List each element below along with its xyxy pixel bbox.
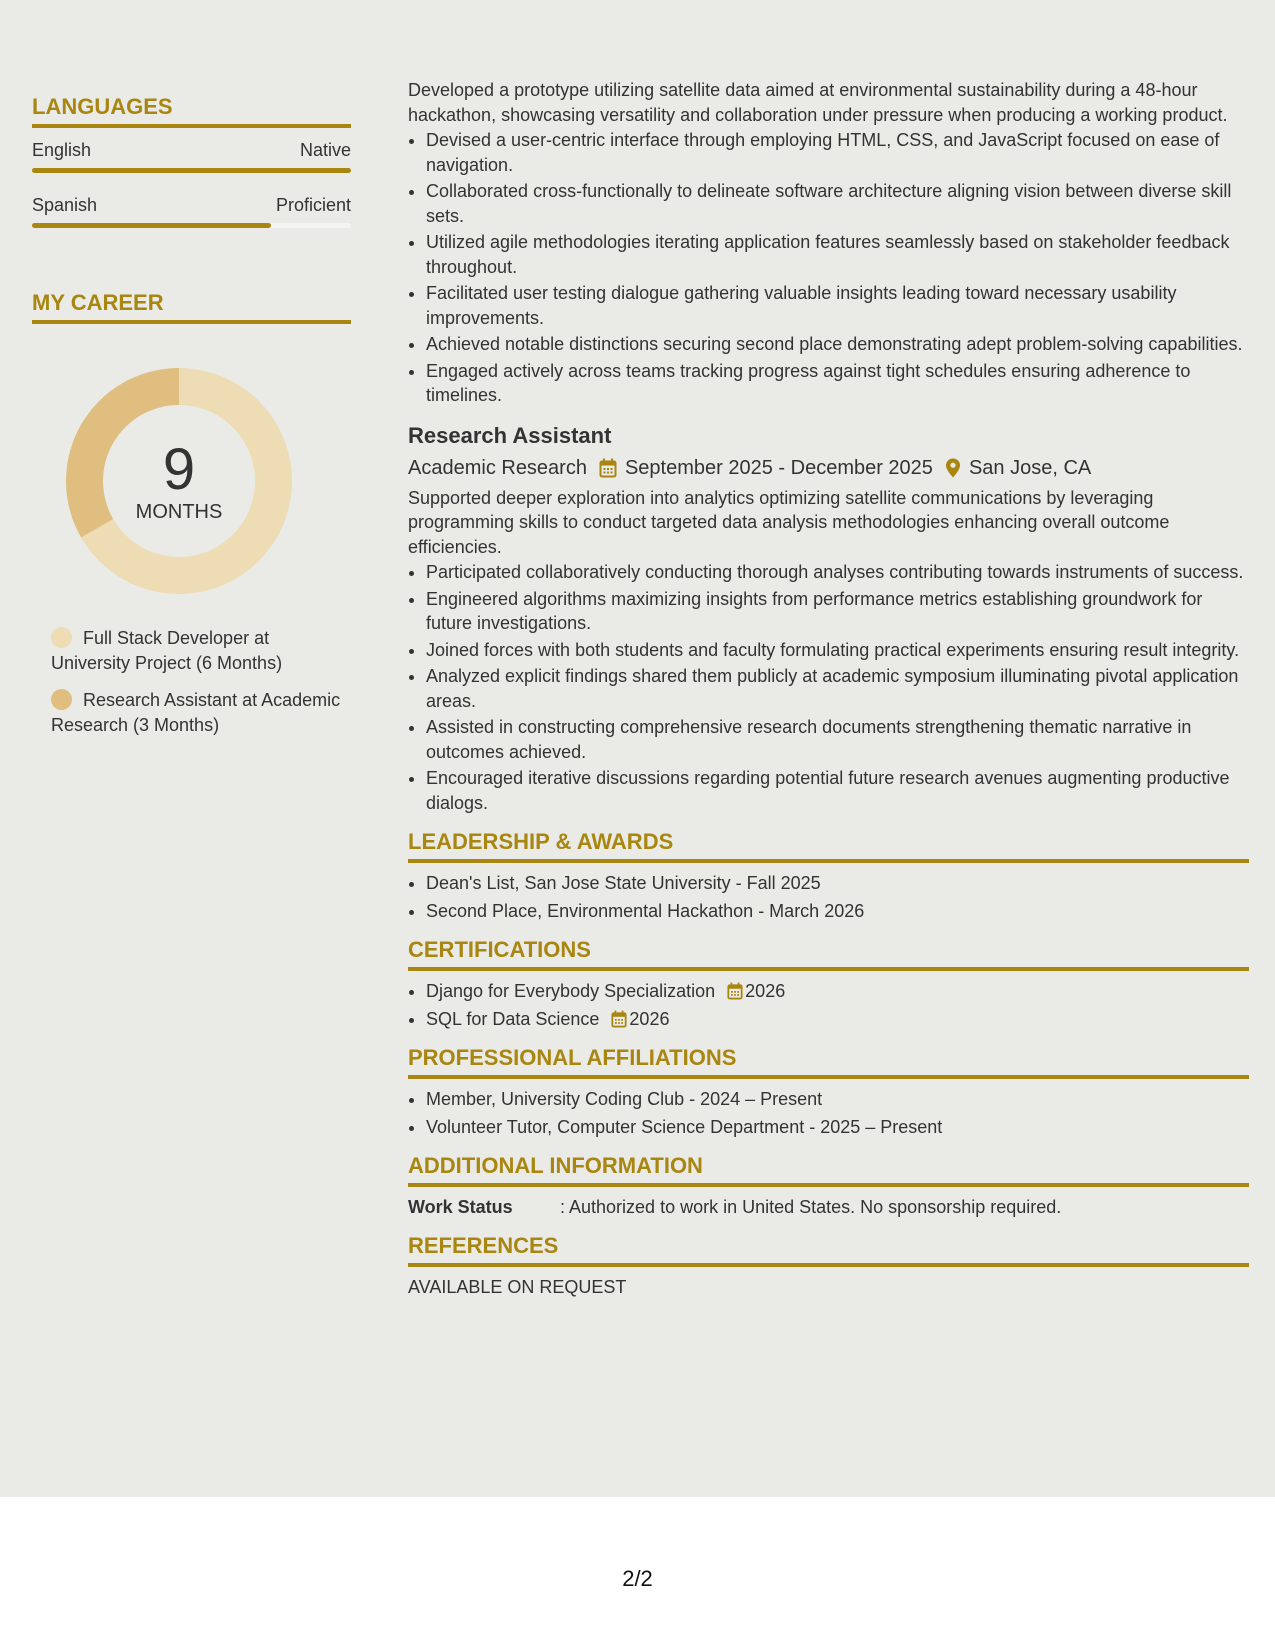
hackathon-summary: Developed a prototype utilizing satellite data aimed at environmental sustainability during a 48-hour hackathon, showcasing versatility and collaboration under pressure when producing a working product. <box>408 80 1228 125</box>
certifications-title: CERTIFICATIONS <box>408 937 1249 971</box>
language-item <box>32 193 351 228</box>
language-item <box>32 138 351 173</box>
certification-name: SQL for Data Science <box>426 1008 600 1029</box>
list-item: • Collaborated cross-functionally to delineate software architecture aligning vision between diverse skill sets. <box>426 179 1249 228</box>
right-column <box>408 78 1249 1299</box>
job-meta <box>408 454 1249 482</box>
list-item: • Analyzed explicit findings shared them publicly at academic symposium illuminating pivotal application areas. <box>426 664 1249 713</box>
list-item: • Utilized agile methodologies iterating application features seamlessly based on stakeholder feedback throughout. <box>426 230 1249 279</box>
list-item: • Encouraged iterative discussions regarding potential future research avenues augmenting productive dialogs. <box>426 766 1249 815</box>
certification-name: Django for Everybody Specialization <box>426 981 716 1001</box>
references-title: REFERENCES <box>408 1233 1249 1267</box>
list-item: • Member, University Coding Club - 2024 – Present <box>426 1087 1249 1112</box>
work-status-label: Work Status <box>408 1197 513 1217</box>
career-title: MY CAREER <box>32 290 351 324</box>
legend-label: Full Stack Developer at University Project (6 Months) <box>51 628 283 673</box>
hackathon-bullets <box>408 128 1249 408</box>
affiliations-list <box>408 1087 1249 1139</box>
work-status-row <box>408 1195 1249 1219</box>
references-text: AVAILABLE ON REQUEST <box>408 1277 627 1297</box>
certification-year: 2026 <box>629 1008 670 1029</box>
language-level: Proficient <box>275 195 351 215</box>
language-bar <box>32 223 351 228</box>
left-column <box>32 94 351 750</box>
list-item: • Dean's List, San Jose State University - Fall 2025 <box>426 871 1249 896</box>
language-name: Spanish <box>32 195 98 215</box>
language-name: English <box>32 140 92 160</box>
job-title: Research Assistant <box>408 422 612 448</box>
location-pin-icon <box>945 458 961 478</box>
legend-item <box>51 688 351 738</box>
list-item: • Achieved notable distinctions securing second place demonstrating adept problem-solving capabilities. <box>426 332 1249 357</box>
legend-item <box>51 626 351 676</box>
list-item: • Volunteer Tutor, Computer Science Department - 2025 – Present <box>426 1115 1249 1140</box>
career-total-months: 9 <box>162 437 196 502</box>
work-status-value: : Authorized to work in United States. No sponsorship required. <box>560 1197 1062 1217</box>
legend-dot-dark <box>51 689 72 710</box>
language-level: Native <box>299 140 351 160</box>
calendar-icon <box>599 458 617 478</box>
list-item: • Second Place, Environmental Hackathon - March 2026 <box>426 899 1249 924</box>
list-item: • Facilitated user testing dialogue gathering valuable insights leading toward necessary usability improvements. <box>426 281 1249 330</box>
career-donut <box>64 366 294 596</box>
additional-info-title: ADDITIONAL INFORMATION <box>408 1153 1249 1187</box>
calendar-icon <box>727 982 743 1000</box>
research-summary: Supported deeper exploration into analytics optimizing satellite communications by leveraging programming skills to conduct targeted data analysis methodologies enhancing overall outcome efficiencies. <box>408 487 1170 557</box>
job-dates: September 2025 - December 2025 <box>624 456 933 479</box>
research-bullets <box>408 560 1249 815</box>
list-item: • Participated collaboratively conducting thorough analyses contributing towards instruments of success. <box>426 560 1249 585</box>
legend-dot-light <box>51 627 72 648</box>
language-bar-fill <box>32 168 351 173</box>
language-bar-fill <box>32 223 271 228</box>
legend-label: Research Assistant at Academic Research (3 Months) <box>51 690 341 735</box>
calendar-icon <box>611 1010 627 1028</box>
page-number: 2/2 <box>622 1566 653 1591</box>
list-item: • Devised a user-centric interface through employing HTML, CSS, and JavaScript focused on ease of navigation. <box>426 128 1249 177</box>
career-total-unit: MONTHS <box>135 501 223 523</box>
leadership-title: LEADERSHIP & AWARDS <box>408 829 1249 863</box>
list-item <box>426 1007 1249 1032</box>
affiliations-title: PROFESSIONAL AFFILIATIONS <box>408 1045 1249 1079</box>
job-location: San Jose, CA <box>968 456 1092 479</box>
list-item <box>426 979 1249 1004</box>
certification-year: 2026 <box>745 981 786 1001</box>
list-item: • Engineered algorithms maximizing insights from performance metrics establishing groundwork for future investigations. <box>426 587 1249 636</box>
list-item: • Engaged actively across teams tracking progress against tight schedules ensuring adherence to timelines. <box>426 359 1249 408</box>
list-item: • Assisted in constructing comprehensive research documents strengthening thematic narrative in outcomes achieved. <box>426 715 1249 764</box>
job-company: Academic Research <box>408 456 587 479</box>
leadership-list <box>408 871 1249 923</box>
certifications-list <box>408 979 1249 1031</box>
language-bar <box>32 168 351 173</box>
languages-title: LANGUAGES <box>32 94 351 128</box>
career-legend <box>51 626 351 738</box>
list-item: • Joined forces with both students and faculty formulating practical experiments ensuring result integrity. <box>426 638 1249 663</box>
